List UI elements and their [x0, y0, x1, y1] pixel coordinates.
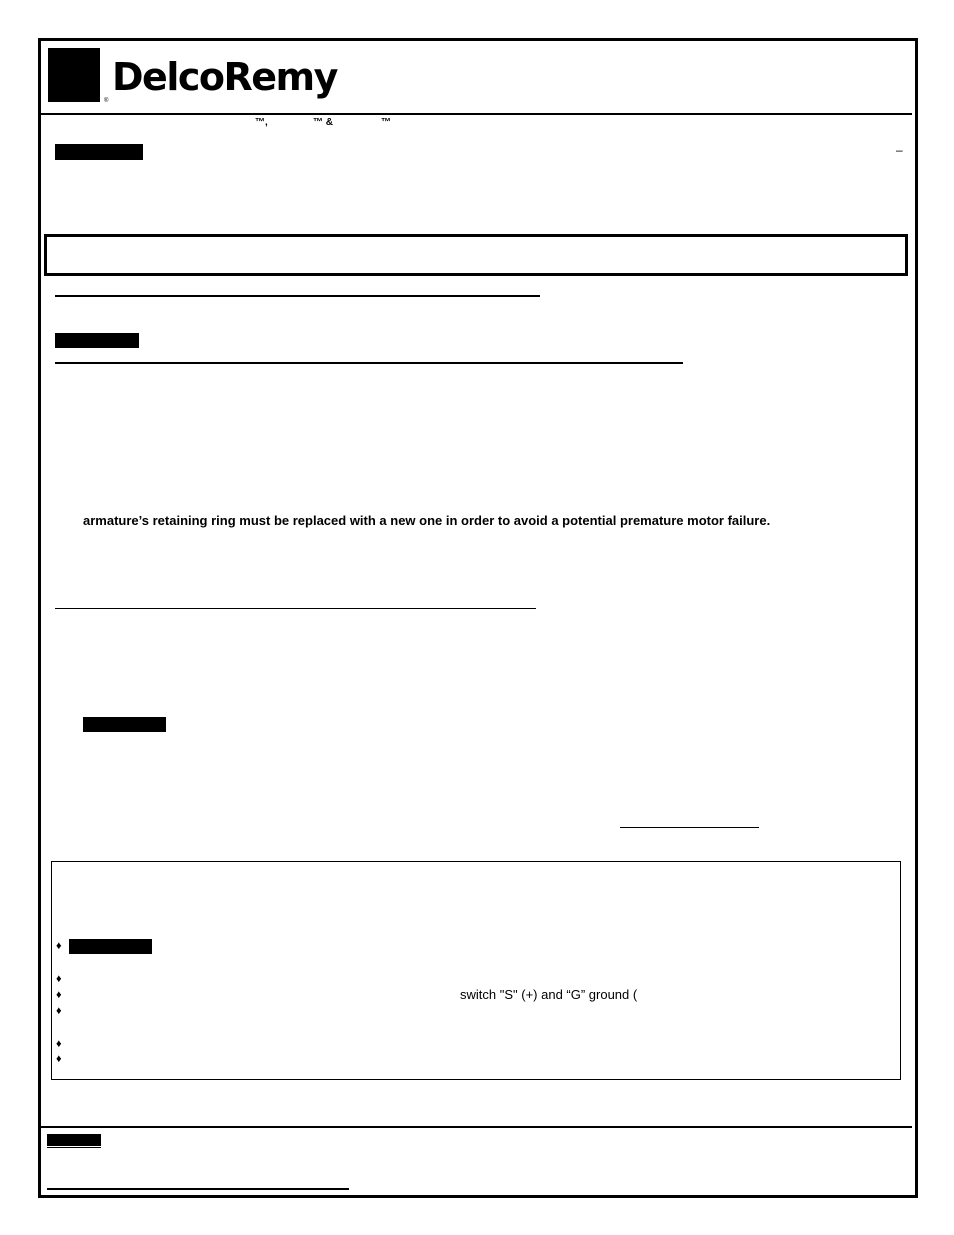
- logo-wordmark: DelcoRemy: [112, 55, 337, 99]
- underline-5: [47, 1147, 101, 1148]
- redacted-label-4: [69, 939, 152, 954]
- underline-2: [55, 362, 683, 364]
- bullet-2: ♦: [56, 973, 62, 985]
- header-divider: [41, 113, 912, 115]
- underline-1: [55, 295, 540, 297]
- notice-box: [44, 234, 908, 276]
- underline-3: [55, 608, 536, 609]
- bullet-6: ♦: [56, 1053, 62, 1065]
- redacted-label-2: [55, 333, 139, 348]
- registered-mark: ®: [104, 98, 109, 104]
- switch-s-ground-text: switch "S" (+) and “G” ground (: [460, 987, 638, 1002]
- bullet-3: ♦: [56, 989, 62, 1001]
- bullet-5: ♦: [56, 1038, 62, 1050]
- bullet-1: ♦: [56, 940, 62, 952]
- trademark-mark-2: ™ &: [313, 117, 333, 128]
- footer-divider: [41, 1126, 912, 1128]
- redacted-label-5: [47, 1134, 101, 1146]
- test-procedure-box: [51, 861, 901, 1080]
- underline-4: [620, 827, 759, 828]
- redacted-label-3: [83, 717, 166, 732]
- dash: –: [896, 143, 903, 157]
- trademark-mark-1: ™,: [255, 117, 268, 128]
- trademark-mark-3: ™: [381, 117, 391, 128]
- retaining-ring-note: armature’s retaining ring must be replaced with a new one in order to avoid a potential premature motor failure.: [83, 513, 771, 528]
- underline-6: [47, 1188, 349, 1190]
- delco-remy-logo-icon: [48, 48, 100, 102]
- bullet-4: ♦: [56, 1005, 62, 1017]
- redacted-label-1: [55, 144, 143, 160]
